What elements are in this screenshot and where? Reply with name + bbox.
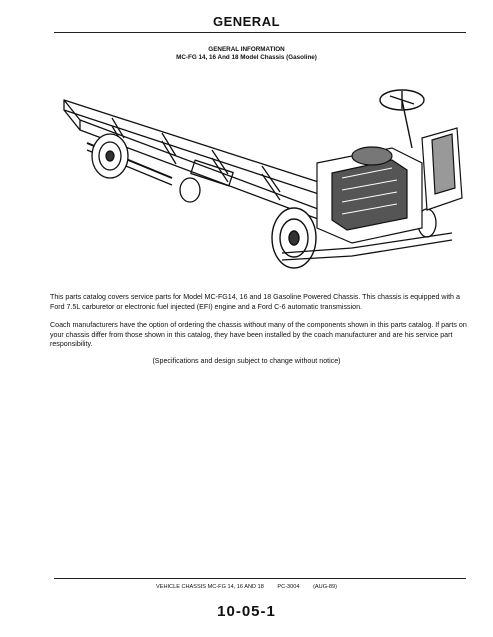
rear-wheel-right bbox=[180, 178, 200, 202]
page-header-title: GENERAL bbox=[212, 14, 281, 29]
footer-date: (AUG-89) bbox=[313, 584, 337, 590]
footer bbox=[0, 584, 493, 590]
header-rule bbox=[54, 32, 466, 33]
engine bbox=[317, 147, 422, 243]
steering-wheel bbox=[380, 90, 424, 148]
section-title: GENERAL INFORMATION bbox=[208, 46, 285, 53]
intro-paragraph: This parts catalog covers service parts for Model MC-FG14, 16 and 18 Gasoline Powered Chassis. This chassis is equipped with a Ford 7.5L carburetor or electronic fuel injected (EFI) engine and a Ford C-6 automatic transmission. bbox=[50, 293, 460, 311]
page-number: 10-05-1 bbox=[217, 603, 276, 620]
footer-doc-number: PC-3004 bbox=[277, 584, 300, 590]
footer-rule bbox=[54, 578, 466, 579]
cowl bbox=[422, 128, 462, 210]
coach-paragraph: Coach manufacturers have the option of ordering the chassis without many of the components shown in this parts catalog. If parts on your chassis differ from those shown in this catalog, they have been installed by the coach manufacturer and are his service part responsibility. bbox=[50, 321, 467, 348]
specifications-note: (Specifications and design subject to change without notice) bbox=[152, 357, 341, 365]
footer-doc-title: VEHICLE CHASSIS MC-FG 14, 16 AND 18 bbox=[155, 584, 264, 590]
section-subtitle: MC-FG 14, 16 And 18 Model Chassis (Gasoline) bbox=[176, 54, 317, 61]
chassis-illustration bbox=[52, 78, 472, 288]
rear-wheel-left bbox=[92, 134, 128, 178]
